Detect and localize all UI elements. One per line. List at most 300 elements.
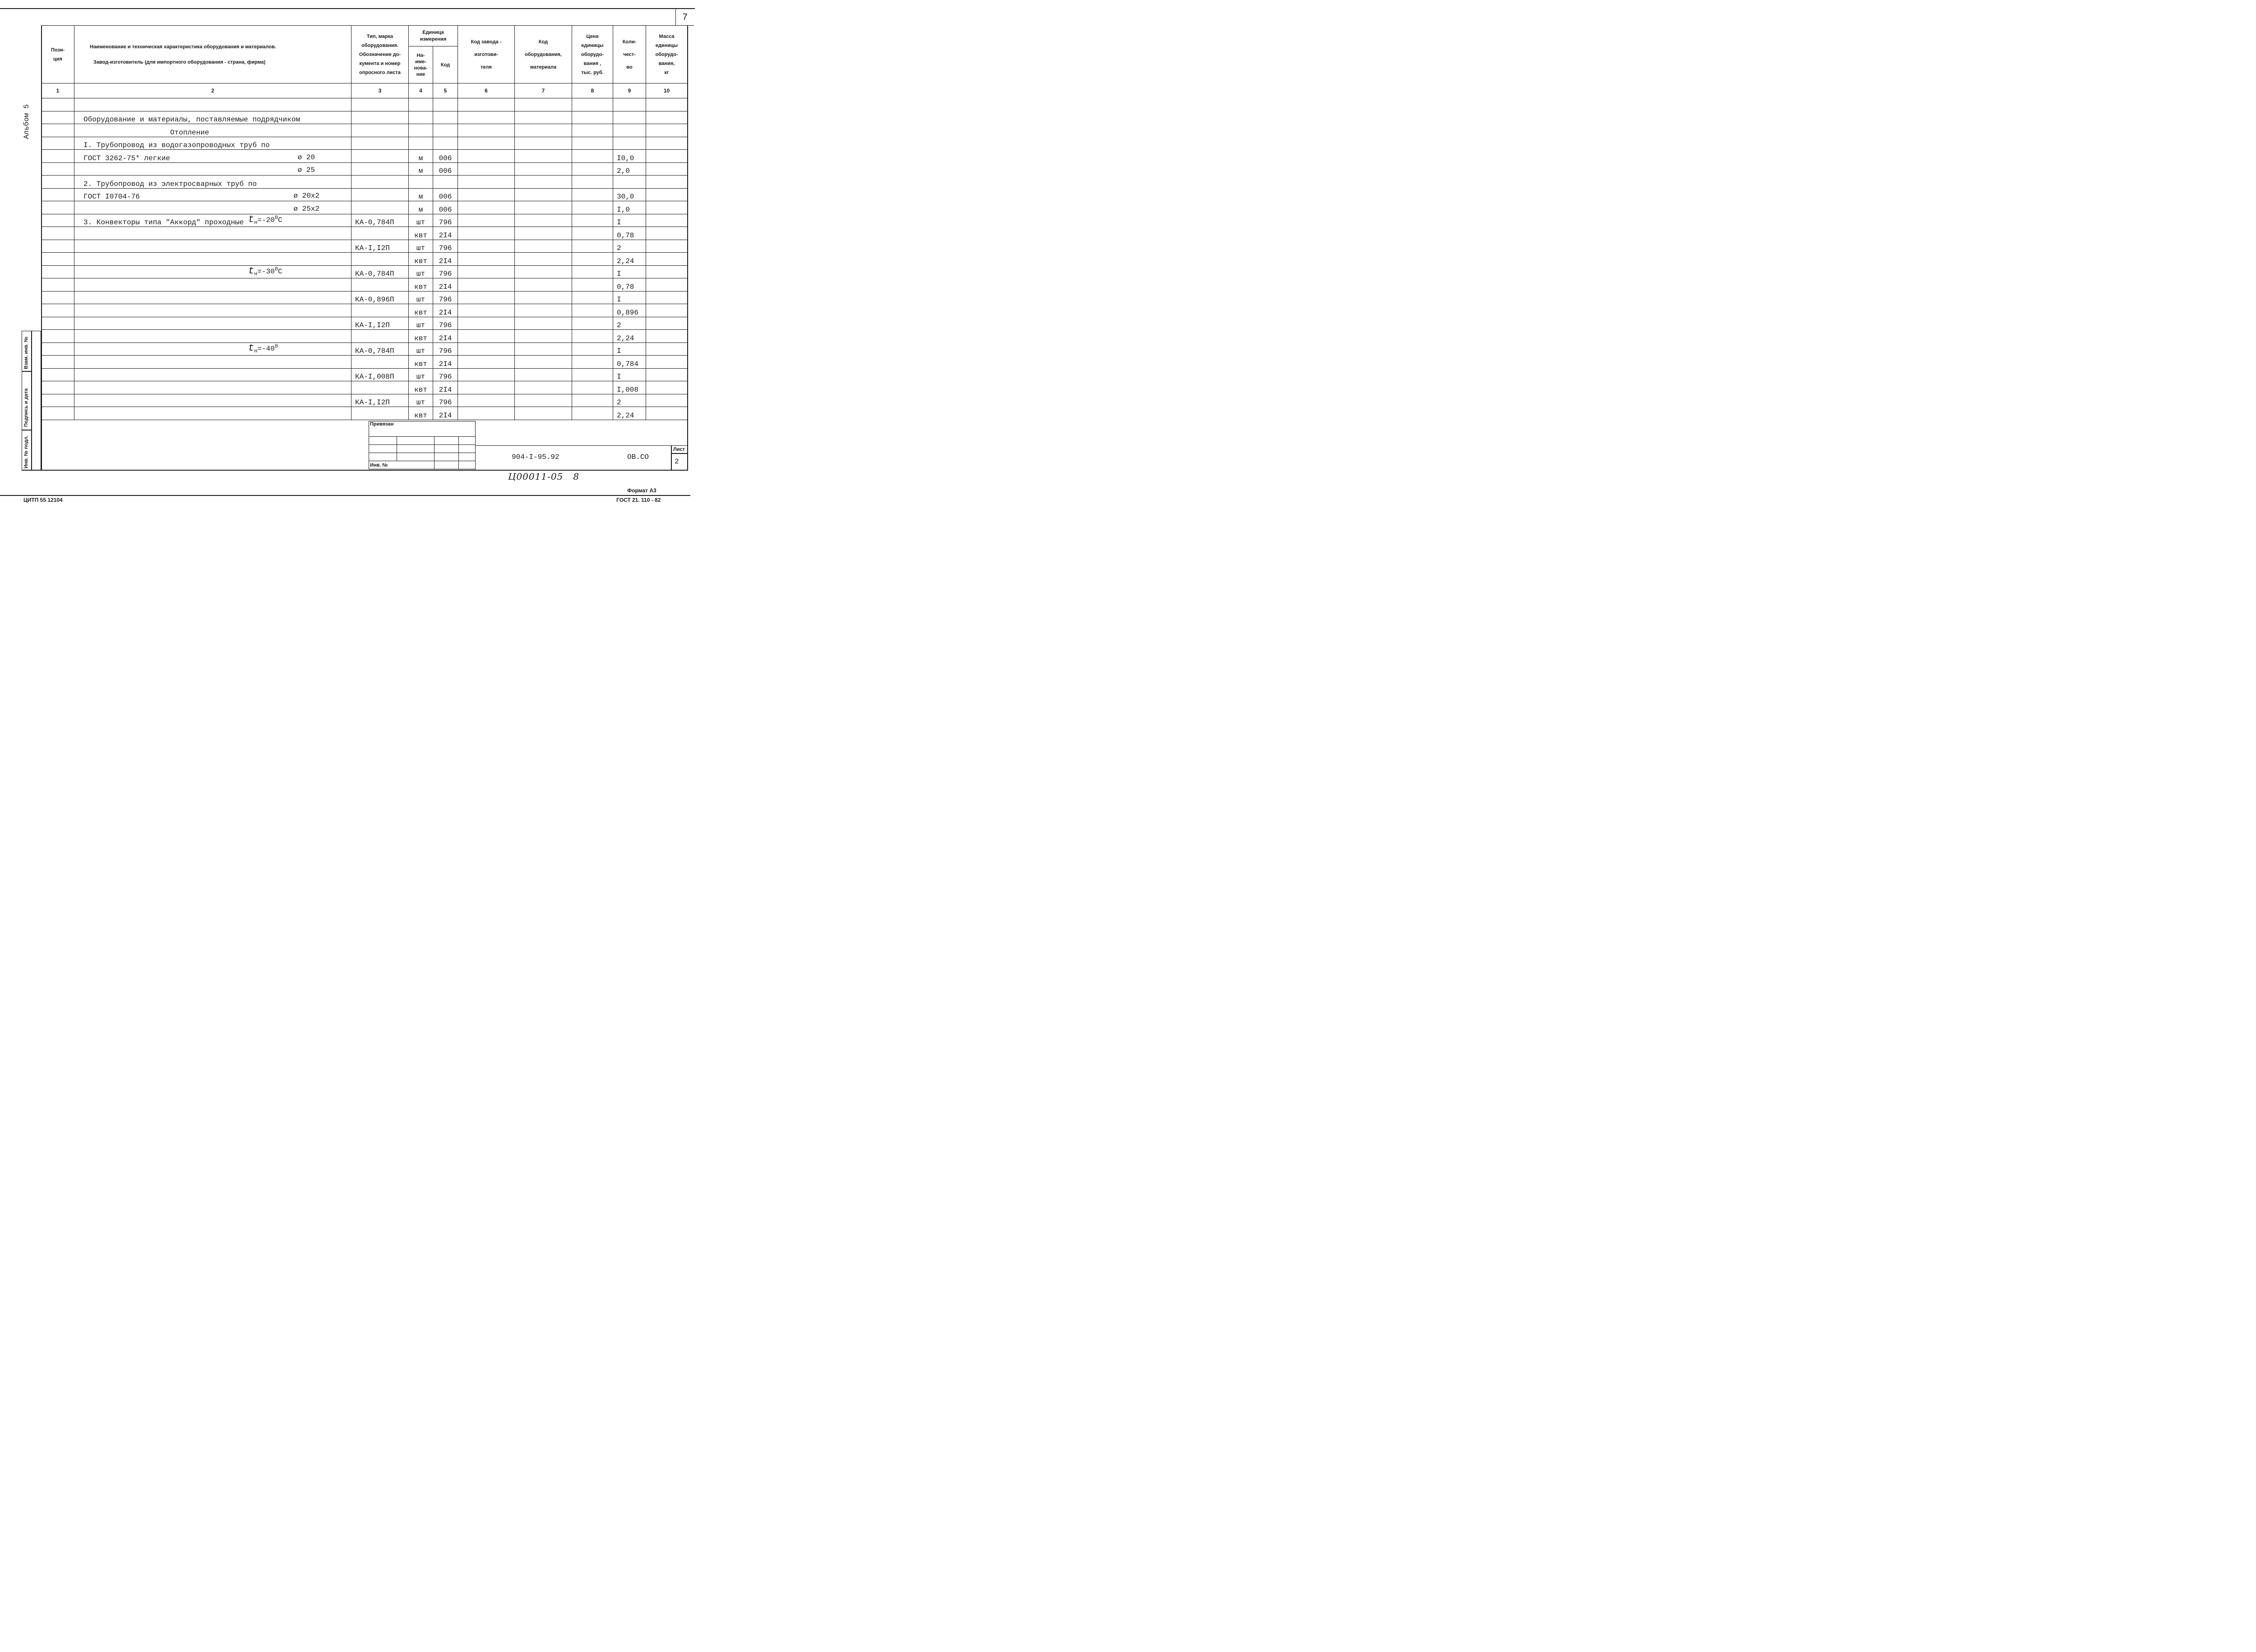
header-unit: Единица измерения (409, 26, 458, 46)
bottom-rule (0, 495, 690, 496)
item-name-cell (74, 407, 351, 420)
unit-code-cell: 2I4 (433, 304, 458, 317)
empty-cell (515, 201, 572, 214)
pipe-diameter: ø 20x2 (293, 192, 319, 200)
empty-cell (458, 291, 515, 304)
footer-right: ГОСТ 21. 110 - 82 (616, 497, 661, 503)
unit-code-cell: 006 (433, 201, 458, 214)
empty-cell (572, 407, 613, 420)
empty-cell (515, 227, 572, 240)
table-row (42, 240, 688, 253)
table-row (42, 381, 688, 394)
unit-name-cell (409, 137, 433, 150)
privyazan-stamp (369, 421, 476, 469)
unit-code-cell (433, 111, 458, 124)
unit-code-cell: 2I4 (433, 278, 458, 292)
empty-cell (458, 240, 515, 253)
item-name-cell (74, 176, 351, 189)
type-cell: КА-0,784П (351, 214, 409, 227)
header-unit-name: На- име- нова- ние (409, 46, 433, 83)
spacer-row (42, 98, 688, 111)
unit-name-cell: квт (409, 381, 433, 394)
empty-cell (646, 304, 688, 317)
empty-cell (458, 188, 515, 201)
empty-cell (572, 265, 613, 278)
empty-cell (646, 124, 688, 137)
empty-cell (458, 124, 515, 137)
side-stamp-inv-podl: Инв. № подл. (23, 435, 29, 468)
item-name: I. Трубопровод из водогазопроводных труб по (83, 141, 270, 149)
empty-cell (515, 137, 572, 150)
unit-name-cell: квт (409, 278, 433, 292)
empty-cell (646, 150, 688, 163)
table-row (42, 176, 688, 189)
table-row (42, 317, 688, 330)
table-row (42, 227, 688, 240)
unit-code-cell: 796 (433, 368, 458, 381)
empty-cell (515, 304, 572, 317)
empty-cell (646, 176, 688, 189)
table-row (42, 150, 688, 163)
item-name-cell (74, 278, 351, 292)
empty-cell (42, 394, 74, 407)
empty-cell (42, 330, 74, 343)
quantity-cell (613, 176, 646, 189)
table-row (42, 368, 688, 381)
type-cell: КА-I,I2П (351, 394, 409, 407)
empty-cell (572, 291, 613, 304)
empty-cell (572, 253, 613, 266)
unit-code-cell: 2I4 (433, 381, 458, 394)
unit-code-cell: 796 (433, 394, 458, 407)
quantity-cell: 30,0 (613, 188, 646, 201)
page-number-box (675, 9, 694, 26)
empty-cell (572, 356, 613, 369)
empty-cell (572, 150, 613, 163)
table-row (42, 162, 688, 176)
empty-cell (572, 162, 613, 176)
empty-cell (572, 278, 613, 292)
empty-cell (572, 381, 613, 394)
empty-cell (515, 407, 572, 420)
empty-cell (458, 317, 515, 330)
unit-code-cell: 006 (433, 188, 458, 201)
empty-cell (515, 265, 572, 278)
table-row (42, 214, 688, 227)
header-position: Пози- ция (42, 26, 74, 83)
unit-name-cell: м (409, 201, 433, 214)
empty-cell (515, 150, 572, 163)
empty-cell (646, 368, 688, 381)
quantity-cell: 0,784 (613, 356, 646, 369)
empty-cell (515, 394, 572, 407)
quantity-cell: 2 (613, 394, 646, 407)
item-name-cell (74, 253, 351, 266)
page-number: 7 (682, 12, 688, 22)
doc-mark: ОВ.СО (627, 453, 649, 461)
empty-cell (515, 188, 572, 201)
type-cell (351, 201, 409, 214)
type-cell (351, 111, 409, 124)
unit-name-cell: м (409, 188, 433, 201)
item-name-cell (74, 381, 351, 394)
unit-code-cell: 796 (433, 240, 458, 253)
format-label: Формат А3 (627, 487, 656, 494)
header-type: Тип, марка оборудования. Обозначение до- кумента и номер опросного листа (351, 26, 409, 83)
empty-cell (458, 304, 515, 317)
handwritten-number: Ц00011-05 8 (508, 471, 580, 482)
item-name-cell (74, 304, 351, 317)
table-row (42, 253, 688, 266)
type-cell (351, 253, 409, 266)
album-label: Альбом 5 (23, 104, 31, 139)
empty-cell (458, 278, 515, 292)
table-row (42, 278, 688, 292)
table-row (42, 201, 688, 214)
empty-cell (458, 330, 515, 343)
header-name: Наименование и техническая характеристика оборудования и материалов. Завод-изготовитель (для импортного оборудования - страна, фирма) (74, 26, 351, 83)
empty-cell (458, 381, 515, 394)
empty-cell (572, 227, 613, 240)
quantity-cell: 2,0 (613, 162, 646, 176)
unit-code-cell: 796 (433, 214, 458, 227)
privyazan-label: Привязан (369, 421, 476, 437)
item-name-cell (74, 394, 351, 407)
table-row (42, 111, 688, 124)
empty-cell (458, 150, 515, 163)
type-cell (351, 356, 409, 369)
table-row (42, 291, 688, 304)
quantity-cell: I,0 (613, 201, 646, 214)
table-row (42, 304, 688, 317)
item-name-cell (74, 240, 351, 253)
table-row (42, 137, 688, 150)
empty-cell (42, 291, 74, 304)
empty-cell (42, 304, 74, 317)
empty-cell (42, 188, 74, 201)
empty-cell (458, 253, 515, 266)
empty-cell (572, 124, 613, 137)
table-row (42, 356, 688, 369)
type-cell (351, 124, 409, 137)
side-stamp-podpis: Подпись и дата (23, 388, 29, 427)
item-name-cell (74, 227, 351, 240)
empty-cell (458, 368, 515, 381)
item-name: 2. Трубопровод из электросварных труб по (83, 180, 257, 188)
quantity-cell (613, 111, 646, 124)
empty-cell (42, 240, 74, 253)
empty-cell (646, 240, 688, 253)
unit-name-cell (409, 111, 433, 124)
unit-code-cell: 2I4 (433, 227, 458, 240)
quantity-cell: I0,0 (613, 150, 646, 163)
empty-cell (42, 265, 74, 278)
empty-cell (646, 394, 688, 407)
quantity-cell: I,008 (613, 381, 646, 394)
type-cell: КА-0,784П (351, 342, 409, 356)
item-name-cell (74, 330, 351, 343)
item-name-cell (74, 214, 351, 227)
unit-name-cell: шт (409, 394, 433, 407)
unit-name-cell: квт (409, 304, 433, 317)
empty-cell (515, 291, 572, 304)
empty-cell (42, 253, 74, 266)
empty-cell (458, 407, 515, 420)
empty-cell (42, 150, 74, 163)
header-price: Цена единицы оборудо- вания , тыс. руб. (572, 26, 613, 83)
empty-cell (572, 330, 613, 343)
empty-cell (572, 188, 613, 201)
quantity-cell: 2,24 (613, 407, 646, 420)
inv-no-label: Инв. № (369, 461, 435, 469)
empty-cell (572, 201, 613, 214)
title-block (475, 445, 688, 470)
empty-cell (572, 317, 613, 330)
table-row (42, 124, 688, 137)
quantity-cell (613, 124, 646, 137)
item-name-cell (74, 201, 351, 214)
table-row (42, 394, 688, 407)
header-factory-code: Код завода - изготови- теля (458, 26, 515, 83)
outdoor-temperature: $t_н=-20^0С$ (248, 213, 282, 226)
empty-cell (515, 162, 572, 176)
empty-cell (458, 265, 515, 278)
item-name-cell (74, 342, 351, 356)
empty-cell (515, 356, 572, 369)
empty-cell (42, 227, 74, 240)
empty-cell (646, 330, 688, 343)
item-name: ГОСТ I0704-76 (83, 193, 140, 201)
table-row (42, 265, 688, 278)
item-name-cell (74, 188, 351, 201)
table-row (42, 330, 688, 343)
empty-cell (646, 381, 688, 394)
item-name-cell (74, 150, 351, 163)
empty-cell (646, 278, 688, 292)
unit-name-cell: шт (409, 317, 433, 330)
item-name-cell (74, 317, 351, 330)
type-cell (351, 407, 409, 420)
item-name-cell (74, 368, 351, 381)
unit-name-cell: шт (409, 342, 433, 356)
type-cell (351, 304, 409, 317)
pipe-diameter: ø 25 (297, 166, 315, 174)
unit-code-cell: 796 (433, 291, 458, 304)
side-stamp-vzam: Взам. инв. № (23, 336, 29, 369)
empty-cell (42, 278, 74, 292)
unit-name-cell: шт (409, 368, 433, 381)
empty-cell (42, 317, 74, 330)
side-stamp (22, 331, 41, 470)
empty-cell (515, 111, 572, 124)
quantity-cell: I (613, 214, 646, 227)
type-cell: КА-I,I2П (351, 317, 409, 330)
item-name-cell (74, 162, 351, 176)
unit-name-cell: квт (409, 253, 433, 266)
empty-cell (646, 342, 688, 356)
empty-cell (42, 137, 74, 150)
item-name: 3. Конвекторы типа "Аккорд" проходные (83, 218, 244, 227)
empty-cell (458, 342, 515, 356)
unit-code-cell: 2I4 (433, 253, 458, 266)
empty-cell (515, 317, 572, 330)
unit-name-cell: шт (409, 265, 433, 278)
unit-code-cell: 006 (433, 162, 458, 176)
type-cell (351, 381, 409, 394)
unit-code-cell (433, 124, 458, 137)
type-cell (351, 227, 409, 240)
unit-name-cell: шт (409, 214, 433, 227)
quantity-cell: 2,24 (613, 253, 646, 266)
empty-cell (42, 356, 74, 369)
quantity-cell: 2 (613, 240, 646, 253)
sheet-label: Лист (673, 447, 685, 452)
type-cell (351, 330, 409, 343)
empty-cell (515, 214, 572, 227)
empty-cell (646, 214, 688, 227)
empty-cell (42, 201, 74, 214)
quantity-cell: I (613, 368, 646, 381)
empty-cell (42, 407, 74, 420)
empty-cell (646, 111, 688, 124)
empty-cell (515, 278, 572, 292)
quantity-cell: I (613, 265, 646, 278)
empty-cell (646, 201, 688, 214)
type-cell: КА-0,896П (351, 291, 409, 304)
unit-name-cell: м (409, 150, 433, 163)
empty-cell (42, 111, 74, 124)
empty-cell (515, 330, 572, 343)
doc-code: 904-I-95.92 (512, 453, 559, 461)
spec-table (41, 25, 688, 420)
empty-cell (42, 176, 74, 189)
outdoor-temperature: $t_н=-30^0С$ (248, 265, 282, 277)
item-name-cell (74, 111, 351, 124)
quantity-cell: 2,24 (613, 330, 646, 343)
table-row (42, 342, 688, 356)
table-row (42, 188, 688, 201)
item-name-cell (74, 291, 351, 304)
unit-name-cell: шт (409, 291, 433, 304)
empty-cell (572, 394, 613, 407)
empty-cell (646, 188, 688, 201)
item-name-cell (74, 265, 351, 278)
quantity-cell: 2 (613, 317, 646, 330)
empty-cell (458, 227, 515, 240)
empty-cell (646, 137, 688, 150)
type-cell: КА-I,I2П (351, 240, 409, 253)
empty-cell (458, 176, 515, 189)
quantity-cell: 0,896 (613, 304, 646, 317)
empty-cell (515, 253, 572, 266)
item-name-cell (74, 124, 351, 137)
empty-cell (42, 214, 74, 227)
type-cell (351, 150, 409, 163)
unit-name-cell: квт (409, 227, 433, 240)
empty-cell (646, 356, 688, 369)
empty-cell (572, 342, 613, 356)
quantity-cell: 0,78 (613, 227, 646, 240)
type-cell (351, 162, 409, 176)
header-equipment-code: Код оборудования, материала (515, 26, 572, 83)
quantity-cell: I (613, 342, 646, 356)
unit-code-cell (433, 137, 458, 150)
empty-cell (646, 253, 688, 266)
pipe-diameter: ø 20 (297, 153, 315, 162)
item-name-cell (74, 137, 351, 150)
unit-name-cell: квт (409, 407, 433, 420)
unit-name-cell: квт (409, 356, 433, 369)
sheet-number: 2 (675, 458, 679, 466)
empty-cell (458, 111, 515, 124)
empty-cell (458, 162, 515, 176)
column-numbers-row: 1 2 3 4 5 6 7 8 9 10 (42, 83, 688, 98)
unit-code-cell: 2I4 (433, 407, 458, 420)
empty-cell (646, 407, 688, 420)
quantity-cell: I (613, 291, 646, 304)
unit-code-cell (433, 176, 458, 189)
empty-cell (515, 368, 572, 381)
empty-cell (515, 124, 572, 137)
unit-name-cell: квт (409, 330, 433, 343)
item-name: ГОСТ 3262-75* легкие (83, 154, 171, 162)
empty-cell (42, 342, 74, 356)
unit-name-cell (409, 176, 433, 189)
empty-cell (646, 162, 688, 176)
empty-cell (515, 176, 572, 189)
empty-cell (572, 176, 613, 189)
unit-name-cell (409, 124, 433, 137)
empty-cell (572, 137, 613, 150)
header-unit-code: Код (433, 46, 458, 83)
empty-cell (646, 317, 688, 330)
type-cell (351, 188, 409, 201)
empty-cell (515, 342, 572, 356)
item-name-cell (74, 356, 351, 369)
table-row (42, 407, 688, 420)
item-name: Отопление (83, 128, 209, 137)
unit-name-cell: м (409, 162, 433, 176)
empty-cell (572, 304, 613, 317)
empty-cell (572, 368, 613, 381)
empty-cell (458, 201, 515, 214)
type-cell: КА-I,008П (351, 368, 409, 381)
header-mass: Масса единицы оборудо- вания, кг (646, 26, 688, 83)
empty-cell (646, 265, 688, 278)
empty-cell (572, 111, 613, 124)
empty-cell (572, 240, 613, 253)
empty-cell (42, 368, 74, 381)
empty-cell (458, 356, 515, 369)
pipe-diameter: ø 25x2 (293, 204, 319, 213)
empty-cell (458, 214, 515, 227)
empty-cell (572, 214, 613, 227)
unit-name-cell: шт (409, 240, 433, 253)
empty-cell (458, 394, 515, 407)
type-cell (351, 137, 409, 150)
unit-code-cell: 2I4 (433, 356, 458, 369)
empty-cell (515, 240, 572, 253)
top-rule (0, 8, 695, 9)
empty-cell (515, 381, 572, 394)
empty-cell (42, 124, 74, 137)
type-cell (351, 278, 409, 292)
type-cell: КА-0,784П (351, 265, 409, 278)
empty-cell (42, 381, 74, 394)
unit-code-cell: 2I4 (433, 330, 458, 343)
quantity-cell: 0,78 (613, 278, 646, 292)
unit-code-cell: 796 (433, 265, 458, 278)
